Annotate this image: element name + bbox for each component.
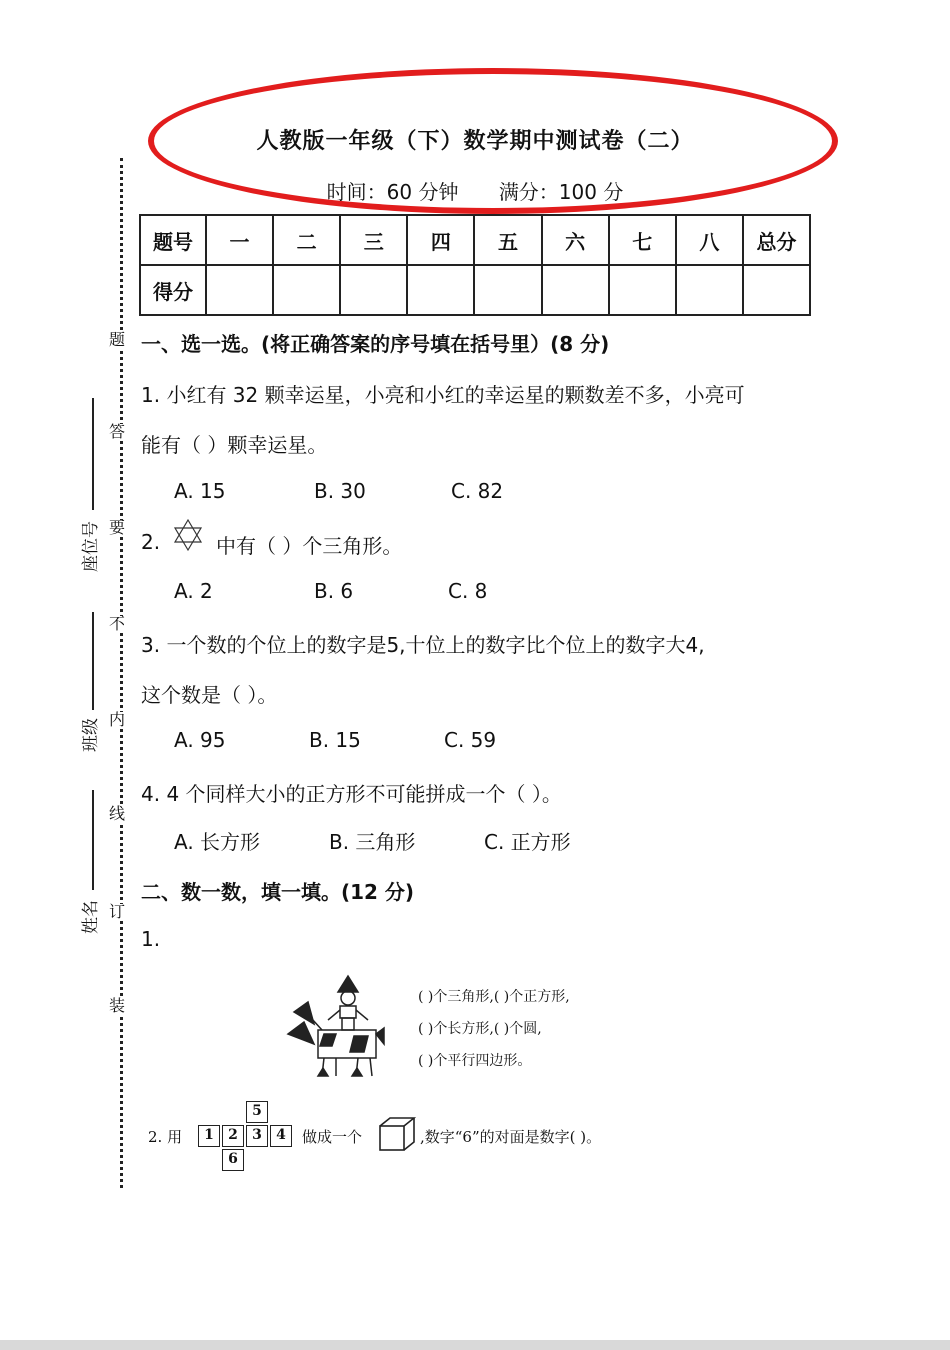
shape-figure-illustration [284, 972, 394, 1082]
question-1-line-2: 能有（ ）颗幸运星。 [141, 433, 328, 457]
score-table-header-row [140, 215, 810, 265]
table-cell: 五 [474, 215, 541, 265]
question-4: 4. 4 个同样大小的正方形不可能拼成一个（ ）。 [141, 782, 562, 806]
question-2-middle: 做成一个 [302, 1128, 363, 1146]
q3-option-b[interactable]: B. 15 [309, 728, 361, 752]
binding-char: 装 [109, 996, 126, 1015]
table-cell: 总分 [743, 215, 810, 265]
score-input-cell[interactable] [340, 265, 407, 315]
question-2-number: 2. [141, 530, 161, 554]
table-cell: 题号 [140, 215, 206, 265]
fill-line-2: ( )个长方形,( )个圆, [418, 1021, 542, 1037]
exam-full-score: 满分：100 分 [498, 180, 624, 204]
six-pointed-star-icon [172, 518, 204, 552]
table-cell: 二 [273, 215, 340, 265]
fill-line-3: ( )个平行四边形。 [418, 1053, 532, 1069]
q1-option-b[interactable]: B. 30 [314, 479, 366, 503]
score-input-cell[interactable] [206, 265, 273, 315]
binding-dotted-line [120, 158, 123, 1188]
question-2-prefix: 2. 用 [148, 1128, 183, 1146]
name-label: 姓名 [81, 900, 101, 934]
seat-number-label: 座位号 [81, 521, 101, 572]
table-cell: 六 [542, 215, 609, 265]
binding-char: 要 [109, 518, 126, 537]
binding-char: 不 [109, 614, 126, 633]
score-input-cell[interactable] [676, 265, 743, 315]
binding-char: 订 [109, 902, 126, 921]
table-cell: 一 [206, 215, 273, 265]
q1-option-c[interactable]: C. 82 [451, 479, 504, 503]
page-title: 人教版一年级（下）数学期中测试卷（二） [256, 129, 694, 154]
table-cell: 三 [340, 215, 407, 265]
score-input-cell[interactable] [273, 265, 340, 315]
q3-option-c[interactable]: C. 59 [444, 728, 497, 752]
score-input-cell[interactable] [474, 265, 541, 315]
table-cell: 得分 [140, 265, 206, 315]
cube-icon [378, 1116, 416, 1154]
q4-option-a[interactable]: A. 长方形 [174, 830, 261, 854]
question-2-text: 中有（ ）个三角形。 [216, 534, 403, 558]
score-input-cell[interactable] [542, 265, 609, 315]
q4-option-c[interactable]: C. 正方形 [484, 830, 571, 854]
question-2-suffix: ,数字“6”的对面是数字( )。 [420, 1128, 602, 1146]
table-cell: 八 [676, 215, 743, 265]
net-cell: 4 [270, 1125, 292, 1147]
table-cell: 四 [407, 215, 474, 265]
q1-option-a[interactable]: A. 15 [174, 479, 226, 503]
footer-bar [0, 1340, 950, 1350]
score-input-cell[interactable] [407, 265, 474, 315]
binding-char: 内 [109, 710, 126, 729]
score-input-cell[interactable] [743, 265, 810, 315]
question-3-line-1: 3. 一个数的个位上的数字是5,十位上的数字比个位上的数字大4, [141, 633, 705, 657]
question-3-line-2: 这个数是（ ）。 [141, 683, 278, 707]
exam-info [0, 176, 950, 205]
score-table [139, 214, 811, 316]
q4-option-b[interactable]: B. 三角形 [329, 830, 416, 854]
seat-number-blank[interactable] [92, 398, 94, 510]
q2-option-c[interactable]: C. 8 [448, 579, 488, 603]
exam-time: 时间：60 分钟 [326, 180, 459, 204]
q2-option-b[interactable]: B. 6 [314, 579, 354, 603]
name-blank[interactable] [92, 790, 94, 890]
question-1-line-1: 1. 小红有 32 颗幸运星，小亮和小红的幸运星的颗数差不多，小亮可 [141, 383, 745, 407]
binding-char: 线 [109, 804, 126, 823]
net-cell: 3 [246, 1125, 268, 1147]
section-2-question-1-number: 1. [141, 927, 161, 951]
q2-option-a[interactable]: A. 2 [174, 579, 213, 603]
q3-option-a[interactable]: A. 95 [174, 728, 226, 752]
binding-char: 答 [109, 422, 126, 441]
table-cell: 七 [609, 215, 676, 265]
class-label: 班级 [81, 718, 101, 752]
section-2-heading: 二、数一数，填一填。(12 分) [141, 880, 415, 904]
net-cell: 5 [246, 1101, 268, 1123]
score-table-score-row [140, 265, 810, 315]
score-input-cell[interactable] [609, 265, 676, 315]
section-1-heading: 一、选一选。(将正确答案的序号填在括号里）(8 分) [141, 332, 610, 356]
fill-line-1: ( )个三角形,( )个正方形, [418, 989, 570, 1005]
net-cell: 6 [222, 1149, 244, 1171]
class-blank[interactable] [92, 612, 94, 710]
net-cell: 2 [222, 1125, 244, 1147]
cube-net-figure [198, 1101, 298, 1173]
net-cell: 1 [198, 1125, 220, 1147]
binding-char: 题 [109, 330, 126, 349]
